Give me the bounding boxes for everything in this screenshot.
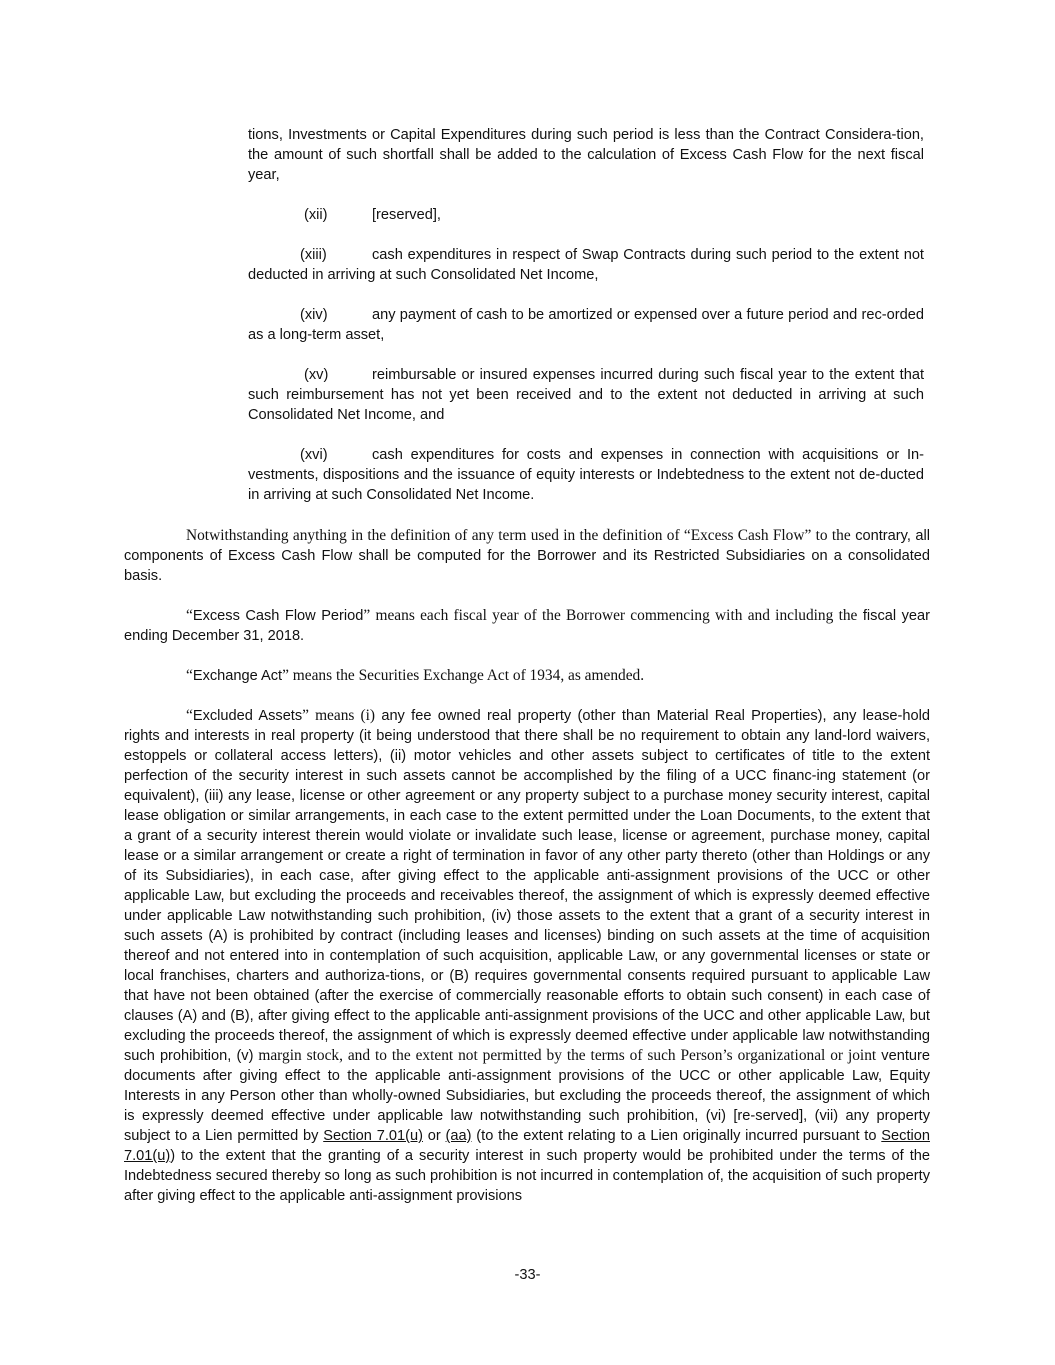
clause-xv	[248, 365, 924, 425]
clause-text: reimbursable or insured expenses incurred during such fiscal year to the extent that such reimbursement has not yet been received and to the extent not deducted in arriving at such Consolidated Net Income, and	[248, 367, 924, 423]
clause-text: any payment of cash to be amortized or expensed over a future period and rec-orded as a long-term asset,	[248, 307, 924, 343]
page-number: -33-	[514, 1267, 541, 1283]
clause-xiii	[248, 245, 924, 285]
definition-body-4: (to the extent relating to a Lien originally incurred pursuant to	[471, 1128, 882, 1144]
definition-text: ” means the Securities Exchange Act of 1934, as amended.	[282, 667, 645, 684]
definition-exchange-act	[124, 666, 930, 686]
means-text: ” means (i)	[302, 707, 376, 724]
clause-number: (xvi)	[300, 447, 328, 463]
clause-number: (xv)	[304, 367, 329, 383]
clause-text: [reserved],	[372, 207, 441, 223]
section-reference-link[interactable]: Section 7.01(u)	[323, 1128, 423, 1144]
notwithstanding-rest: contrary, all components of Excess Cash Flow shall be computed for the Borrower and its Restricted Subsidiaries on a consolidated basis.	[124, 528, 930, 584]
clause-number: (xiv)	[300, 307, 328, 323]
clause-continuation: tions, Investments or Capital Expenditures during such period is less than the Contract Considera-tion, the amount of such shortfall shall be added to the calculation of Excess Cash Flow for the next fiscal year,	[248, 127, 924, 183]
clause-xvi	[248, 445, 924, 505]
clause-number: (xiii)	[300, 247, 327, 263]
clause-text: cash expenditures for costs and expenses in connection with acquisitions or In-vestments, dispositions and the issuance of equity interests or Indebtedness to the extent not de-ducted in arriving at such Consolidated Net Income.	[248, 447, 924, 503]
definition-body-3: venture documents after giving effect to the applicable anti-assignment provisions of the UCC or other applicable Law, Equity Interests in any Person other than wholly-owned Subsidiaries, but excluding the proceeds thereof, the assignment of which is expressly deemed effective under applicable law notwithstanding such prohibition, (vi) [re-served], (vii) any property subject to a Lien permitted by	[124, 1048, 930, 1144]
open-quote: “	[186, 707, 193, 724]
section-reference-link[interactable]: Section 7.01(u)	[124, 1128, 930, 1164]
definition-excluded-assets	[124, 706, 930, 1206]
defined-term: Excluded Assets	[192, 708, 303, 724]
open-quote: “	[186, 667, 193, 684]
defined-term: Exchange Act	[192, 668, 283, 684]
definition-body-5: ) to the extent that the granting of a security interest in such property would be prohibited under the terms of the Indebtedness secured thereby so long as such prohibition is not incurred in contemplation of, the acquisition of such property after giving effect to the applicable anti-assignment provisions	[124, 1148, 930, 1204]
defined-term: Excess Cash Flow Period	[192, 608, 364, 624]
clause-xiv	[248, 305, 924, 345]
definition-lead: ” means each fiscal year of the Borrower commencing with and including the	[363, 607, 858, 624]
clause-number: (xii)	[304, 207, 328, 223]
open-quote: “	[186, 607, 193, 624]
definition-body-2: margin stock, and to the extent not permitted by the terms of such Person’s organizational or joint	[253, 1047, 877, 1064]
notwithstanding-paragraph	[124, 526, 930, 586]
definition-excess-cash-flow-period	[124, 606, 930, 646]
definition-or: or	[422, 1128, 446, 1144]
clause-text: cash expenditures in respect of Swap Contracts during such period to the extent not deducted in arriving at such Consolidated Net Income,	[248, 247, 924, 283]
section-reference-link[interactable]: (aa)	[445, 1128, 472, 1144]
notwithstanding-lead: Notwithstanding anything in the definition of any term used in the definition of “Excess Cash Flow” to the	[186, 527, 851, 544]
definition-rest: fiscal year ending December 31, 2018.	[124, 608, 930, 644]
definition-body-1: any fee owned real property (other than Material Real Properties), any lease-hold rights and interests in real property (it being understood that there shall be no requirement to obtain any land-lord waivers, estoppels or collateral access letters), (ii) motor vehicles and other assets subject to certificates of title to the extent perfection of the security interest in such assets cannot be accomplished by the filing of a UCC financ-ing statement (or equivalent), (iii) any lease, license or other agreement or any property subject to a purchase money security interest, capital lease obligation or similar arrangements, in each case to the extent permitted under the Loan Documents, to the extent that a grant of a security interest therein would violate or invalidate such lease, license or agreement, purchase money, capital lease or a similar arrangement or create a right of termination in favor of any other party thereto (other than Holdings or any of its Subsidiaries), in each case, after giving effect to the applicable anti-assignment provisions of the UCC or other applicable Law, but excluding the proceeds and receivables thereof, the assignment of which is expressly deemed effective under applicable Law notwithstanding such prohibition, (iv) those assets to the extent that a grant of a security interest in such assets (A) is prohibited by contract (including leases and licenses) binding on such assets at the time of acquisition thereof and not entered into in contemplation of such acquisition, applicable Law, or any governmental licenses or state or local franchises, charters and authoriza-tions, or (B) requires governmental consents required pursuant to applicable Law that have not been obtained (after the exercise of commercially reasonable efforts to obtain such consent) in each case of clauses (A) and (B), after giving effect to the applicable anti-assignment provisions of the UCC and other applicable Law, but excluding the proceeds thereof, the assignment of which is expressly deemed effective under applicable law notwithstanding such prohibition, (v)	[124, 708, 930, 1064]
